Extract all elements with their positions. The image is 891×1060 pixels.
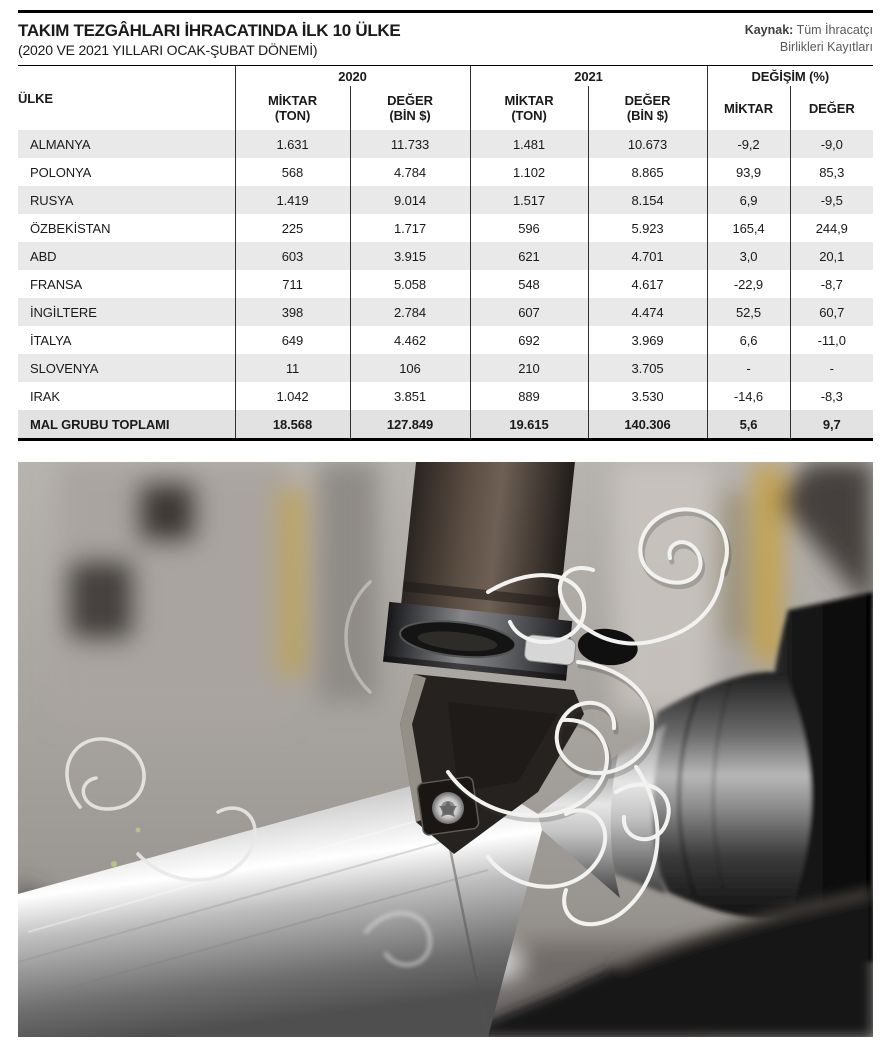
value-cell: 52,5 [707,298,790,326]
header [18,13,873,66]
value-cell: -9,5 [790,186,873,214]
country-cell: ÖZBEKİSTAN [30,220,111,236]
value-cell: 11.733 [350,130,470,158]
value-cell: 603 [235,242,350,270]
value-cell: 548 [470,270,588,298]
value-cell: -14,6 [707,382,790,410]
value-cell: 1.042 [235,382,350,410]
value-cell: -22,9 [707,270,790,298]
country-cell: ABD [30,248,57,264]
value-cell: 4.462 [350,326,470,354]
table-row [18,326,873,354]
value-cell: 6,9 [707,186,790,214]
value-cell: 20,1 [790,242,873,270]
value-cell: -8,3 [790,382,873,410]
country-cell: SLOVENYA [30,360,99,376]
column-header-country: ÜLKE [18,90,53,106]
group-header-row [18,66,873,86]
value-cell: 8.865 [588,158,707,186]
value-cell: 607 [470,298,588,326]
value-cell: 106 [350,354,470,382]
source-label: Kaynak: [744,23,794,37]
value-cell: 9.014 [350,186,470,214]
total-value-cell: 19.615 [470,410,588,440]
value-cell: 165,4 [707,214,790,242]
value-cell: - [790,354,873,382]
source-line2: Birlikleri Kayıtları [779,39,873,54]
source-note [745,20,873,56]
value-cell: 1.717 [350,214,470,242]
value-cell: 649 [235,326,350,354]
value-cell: 3.530 [588,382,707,410]
value-cell: 3,0 [707,242,790,270]
value-cell: 1.631 [235,130,350,158]
value-cell: 5.923 [588,214,707,242]
value-cell: 210 [470,354,588,382]
value-cell: 4.784 [350,158,470,186]
group-header-change: DEĞİŞİM (%) [707,66,873,86]
value-cell: -11,0 [790,326,873,354]
value-cell: 568 [235,158,350,186]
value-cell: 4.701 [588,242,707,270]
value-cell: 93,9 [707,158,790,186]
total-value-cell: 18.568 [235,410,350,440]
value-cell: 1.481 [470,130,588,158]
value-cell: -8,7 [790,270,873,298]
value-cell: 3.705 [588,354,707,382]
source-line1: Tüm İhracatçı [793,23,873,37]
total-value-cell: 140.306 [588,410,707,440]
table-row [18,158,873,186]
value-cell: 8.154 [588,186,707,214]
group-header-2021: 2021 [470,66,707,86]
column-header-qty-2021: MİKTAR (TON) [470,86,588,130]
value-cell: 6,6 [707,326,790,354]
page-title: TAKIM TEZGÂHLARI İHRACATINDA İLK 10 ÜLKE [18,21,401,40]
value-cell: -9,0 [790,130,873,158]
total-value-cell: 127.849 [350,410,470,440]
country-cell: IRAK [30,388,60,404]
machine-tool-photo [18,462,873,1037]
value-cell: 3.969 [588,326,707,354]
machine-tool-photo-svg [18,462,873,1037]
column-header-qty-change: MİKTAR [707,86,790,130]
value-cell: 621 [470,242,588,270]
export-table [18,66,873,441]
value-cell: 889 [470,382,588,410]
value-cell: 1.102 [470,158,588,186]
value-cell: -9,2 [707,130,790,158]
value-cell: 85,3 [790,158,873,186]
value-cell: 1.517 [470,186,588,214]
table-row [18,270,873,298]
title-block [18,20,400,59]
value-cell: 3.915 [350,242,470,270]
column-header-val-2021: DEĞER (BİN $) [588,86,707,130]
country-cell: FRANSA [30,276,83,292]
value-cell: 244,9 [790,214,873,242]
country-cell: POLONYA [30,164,92,180]
infographic [18,10,873,1037]
country-cell: İTALYA [30,332,72,348]
value-cell: 3.851 [350,382,470,410]
total-label: MAL GRUBU TOPLAMI [30,416,170,432]
value-cell: 4.474 [588,298,707,326]
total-value-cell: 9,7 [790,410,873,440]
table-row [18,186,873,214]
table-row [18,382,873,410]
total-value-cell: 5,6 [707,410,790,440]
value-cell: 2.784 [350,298,470,326]
page-subtitle: (2020 VE 2021 YILLARI OCAK-ŞUBAT DÖNEMİ) [18,42,318,59]
table-row [18,242,873,270]
table-row [18,130,873,158]
table-row [18,354,873,382]
group-header-2020: 2020 [235,66,470,86]
value-cell: 398 [235,298,350,326]
value-cell: 1.419 [235,186,350,214]
value-cell: 4.617 [588,270,707,298]
country-cell: RUSYA [30,192,74,208]
country-cell: İNGİLTERE [30,304,97,320]
value-cell: 711 [235,270,350,298]
country-cell: ALMANYA [30,136,91,152]
value-cell: 10.673 [588,130,707,158]
value-cell: 225 [235,214,350,242]
column-header-val-2020: DEĞER (BİN $) [350,86,470,130]
value-cell: 5.058 [350,270,470,298]
table-row [18,214,873,242]
value-cell: 60,7 [790,298,873,326]
column-header-val-change: DEĞER [790,86,873,130]
value-cell: - [707,354,790,382]
value-cell: 596 [470,214,588,242]
total-row [18,410,873,440]
column-header-qty-2020: MİKTAR (TON) [235,86,350,130]
value-cell: 11 [235,354,350,382]
value-cell: 692 [470,326,588,354]
table-row [18,298,873,326]
